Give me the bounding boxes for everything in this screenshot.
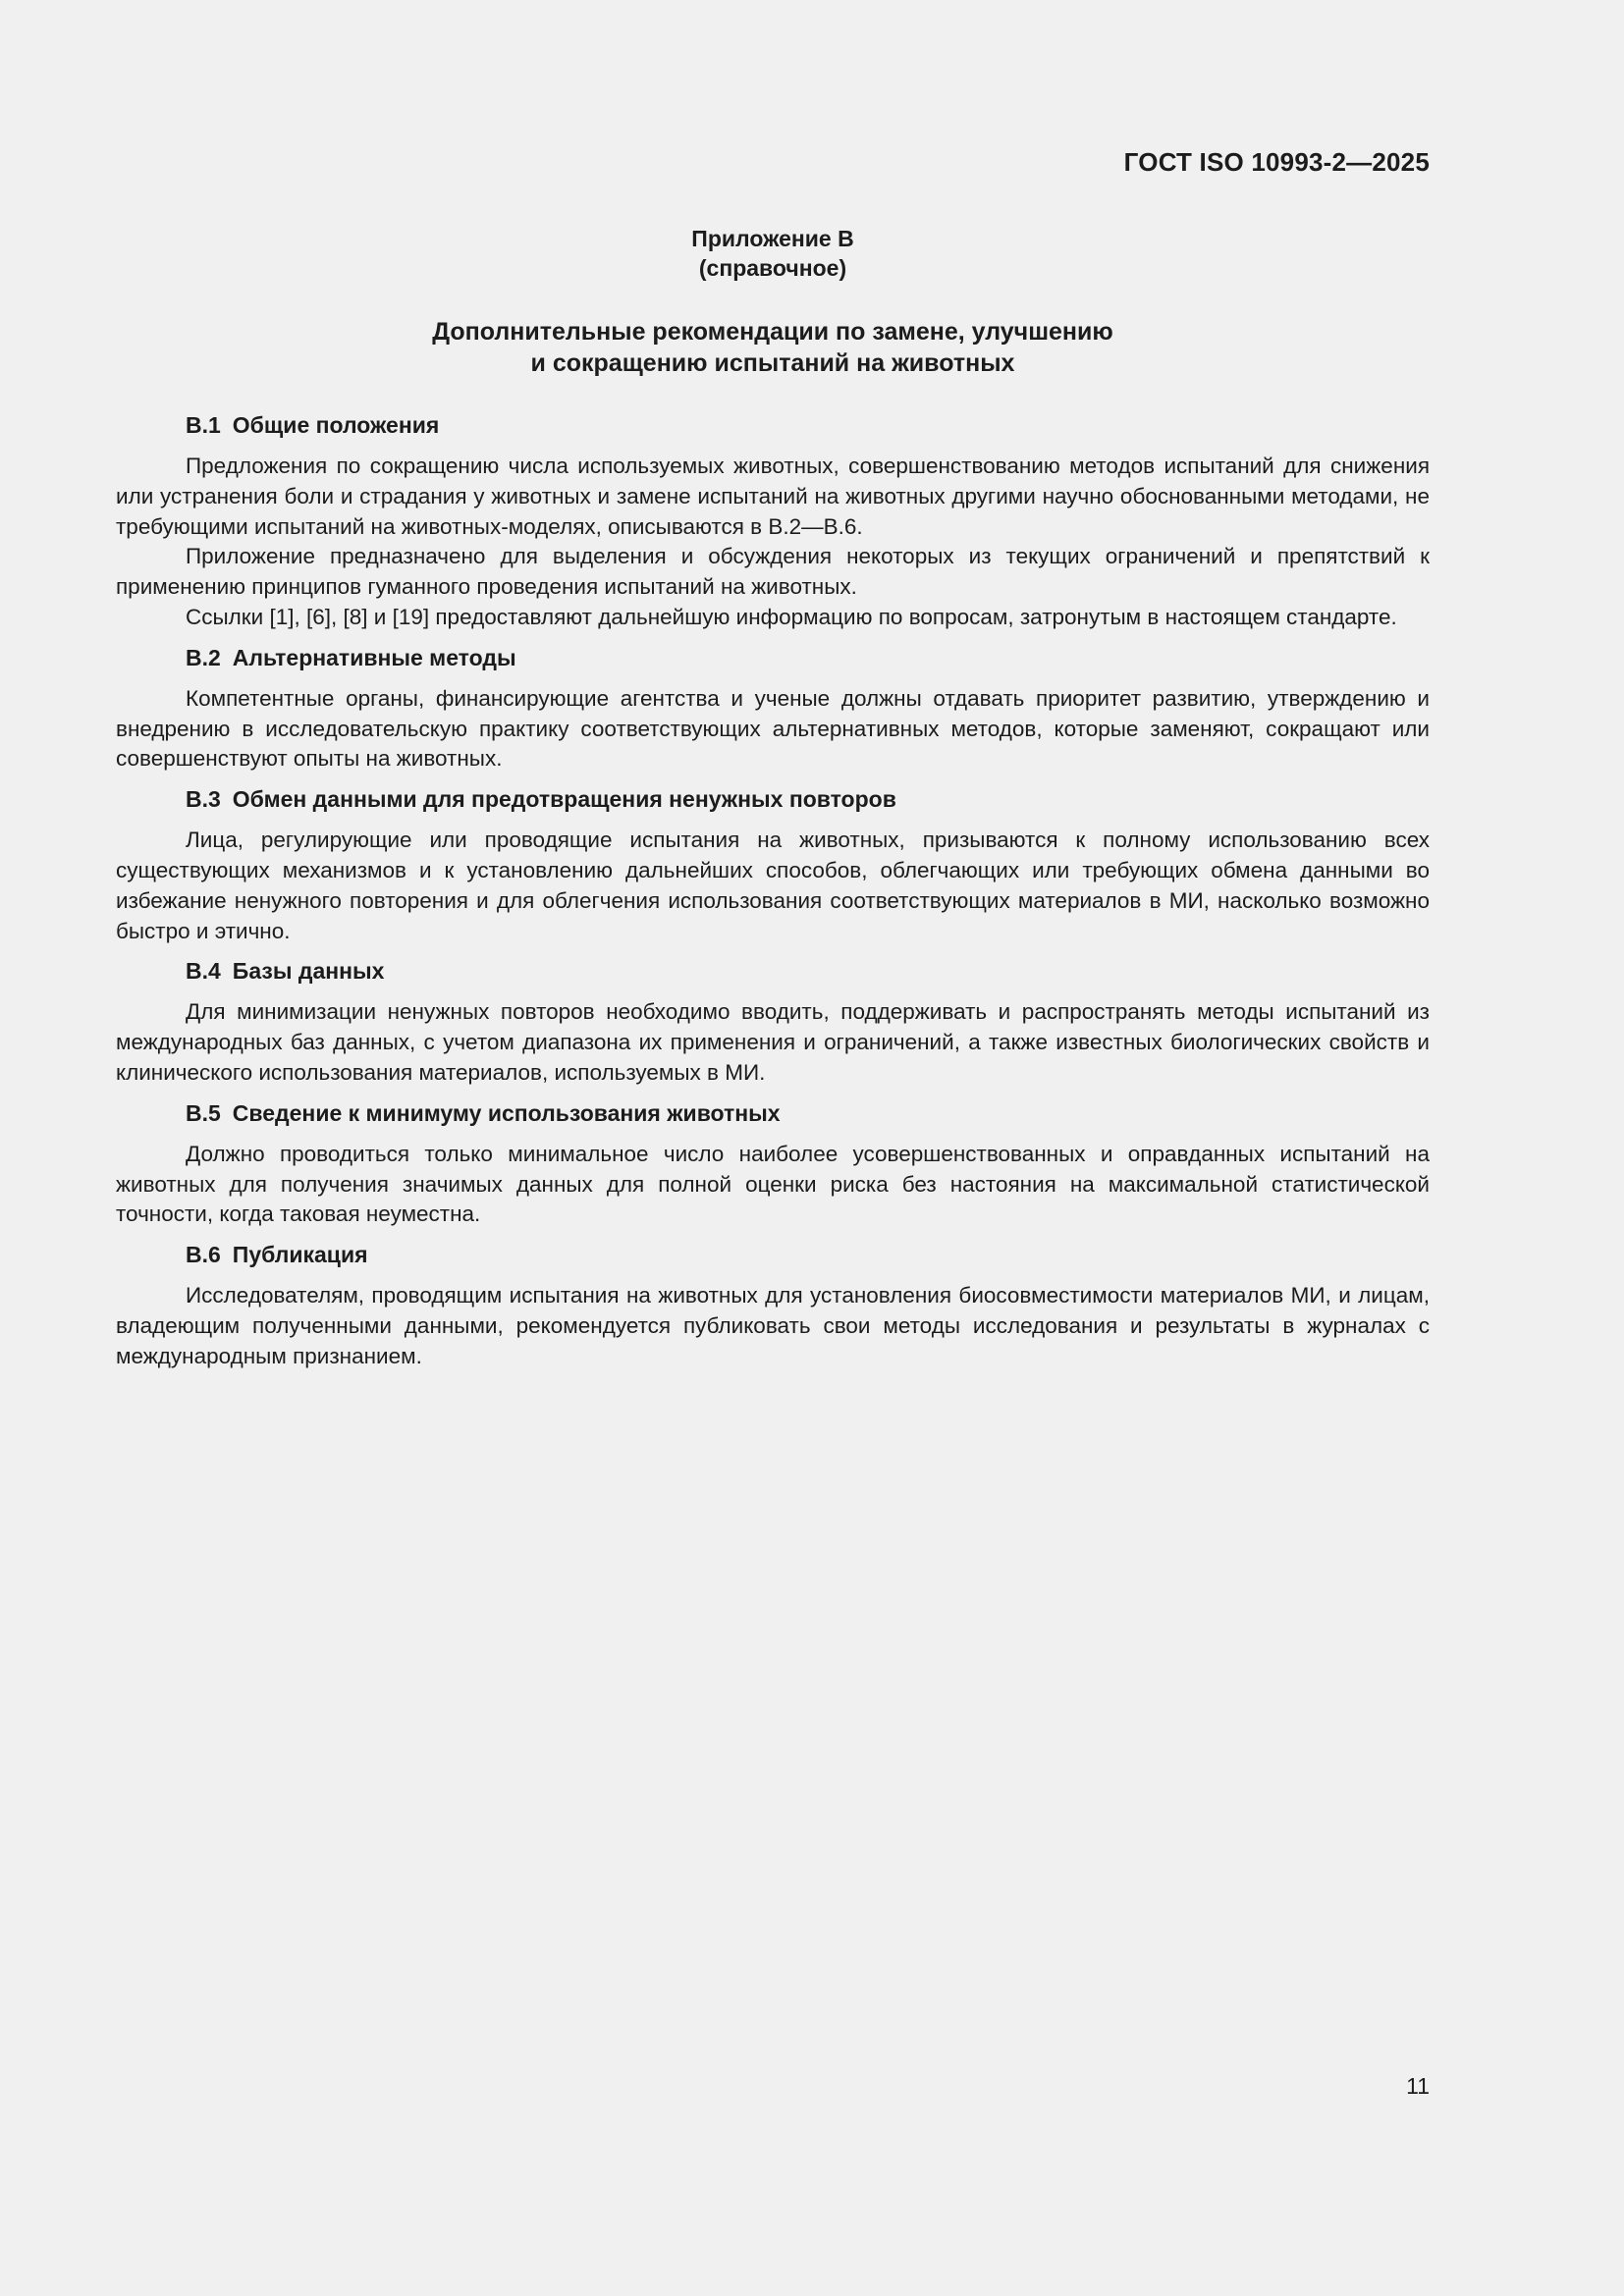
document-code: ГОСТ ISO 10993-2—2025: [1123, 147, 1430, 177]
section-title: Альтернативные методы: [232, 644, 516, 670]
section-title: Обмен данными для предотвращения ненужных повторов: [232, 786, 896, 813]
paragraph: Предложения по сокращению числа используемых животных, совершенствованию методов испытаний для снижения или устранения боли и страдания у животных и замене испытаний на животных другими научно обоснованными методами, не требующими испытаний на животных-моделях, описываются в В.2—В.6.: [116, 454, 1430, 539]
section-heading-b3: [116, 784, 1430, 814]
paragraph: Должно проводиться только минимальное число наиболее усовершенствованных и оправданных испытаний на животных для получения значимых данных для полной оценки риска без настояния на максимальной статистической точности, когда таковая неуместна.: [116, 1141, 1430, 1227]
section-heading-b6: [116, 1240, 1430, 1269]
section-number: В.4: [186, 958, 221, 985]
section-title: Сведение к минимуму использования животных: [232, 1099, 781, 1126]
paragraph: Лица, регулирующие или проводящие испытания на животных, призываются к полному использованию всех существующих механизмов и к установлению дальнейших способов, облегчающих или требующих обмена данными во избежание ненужного повторения и для облегчения использования соответствующих материалов в МИ, насколько возможно быстро и этично.: [116, 828, 1430, 943]
page-content: [116, 224, 1430, 1372]
section-number: В.3: [186, 786, 221, 813]
section-heading-b4: [116, 956, 1430, 986]
section-title: Базы данных: [232, 958, 385, 985]
page-title-line-2: и сокращению испытаний на животных: [530, 349, 1015, 377]
annex-title: Приложение В: [691, 226, 854, 251]
section-number: В.6: [186, 1242, 221, 1268]
section-number: В.2: [186, 644, 221, 670]
page-title: [116, 316, 1430, 379]
page-title-line-1: Дополнительные рекомендации по замене, улучшению: [432, 318, 1113, 346]
paragraph: Ссылки [1], [6], [8] и [19] предоставляют дальнейшую информацию по вопросам, затронутым в настоящем стандарте.: [186, 604, 1397, 629]
paragraph: Для минимизации ненужных повторов необходимо вводить, поддерживать и распространять методы испытаний из международных баз данных, с учетом диапазона их применения и ограничений, а также известных биологических свойств и клинического использования материалов, используемых в МИ.: [116, 999, 1430, 1085]
section-heading-b2: [116, 643, 1430, 672]
section-title: Публикация: [232, 1242, 368, 1268]
paragraph: Приложение предназначено для выделения и обсуждения некоторых из текущих ограничений и препятствий к применению принципов гуманного проведения испытаний на животных.: [116, 544, 1430, 600]
page-number: 11: [1406, 2073, 1430, 2099]
annex-subtitle: (справочное): [698, 255, 847, 281]
paragraph: Компетентные органы, финансирующие агентства и ученые должны отдавать приоритет развитию, утверждению и внедрению в исследовательскую практику соответствующих альтернативных методов, которые заменяют, сокращают или совершенствуют опыты на животных.: [116, 685, 1430, 772]
section-number: В.1: [186, 412, 221, 438]
section-title: Общие положения: [232, 412, 440, 438]
section-heading-b5: [116, 1098, 1430, 1128]
section-heading-b1: [116, 410, 1430, 440]
paragraph: Исследователям, проводящим испытания на животных для установления биосовместимости материалов МИ, и лицам, владеющим полученными данными, рекомендуется публиковать свои методы исследования и результаты в журналах с международным признанием.: [116, 1283, 1430, 1368]
section-number: В.5: [186, 1099, 221, 1126]
